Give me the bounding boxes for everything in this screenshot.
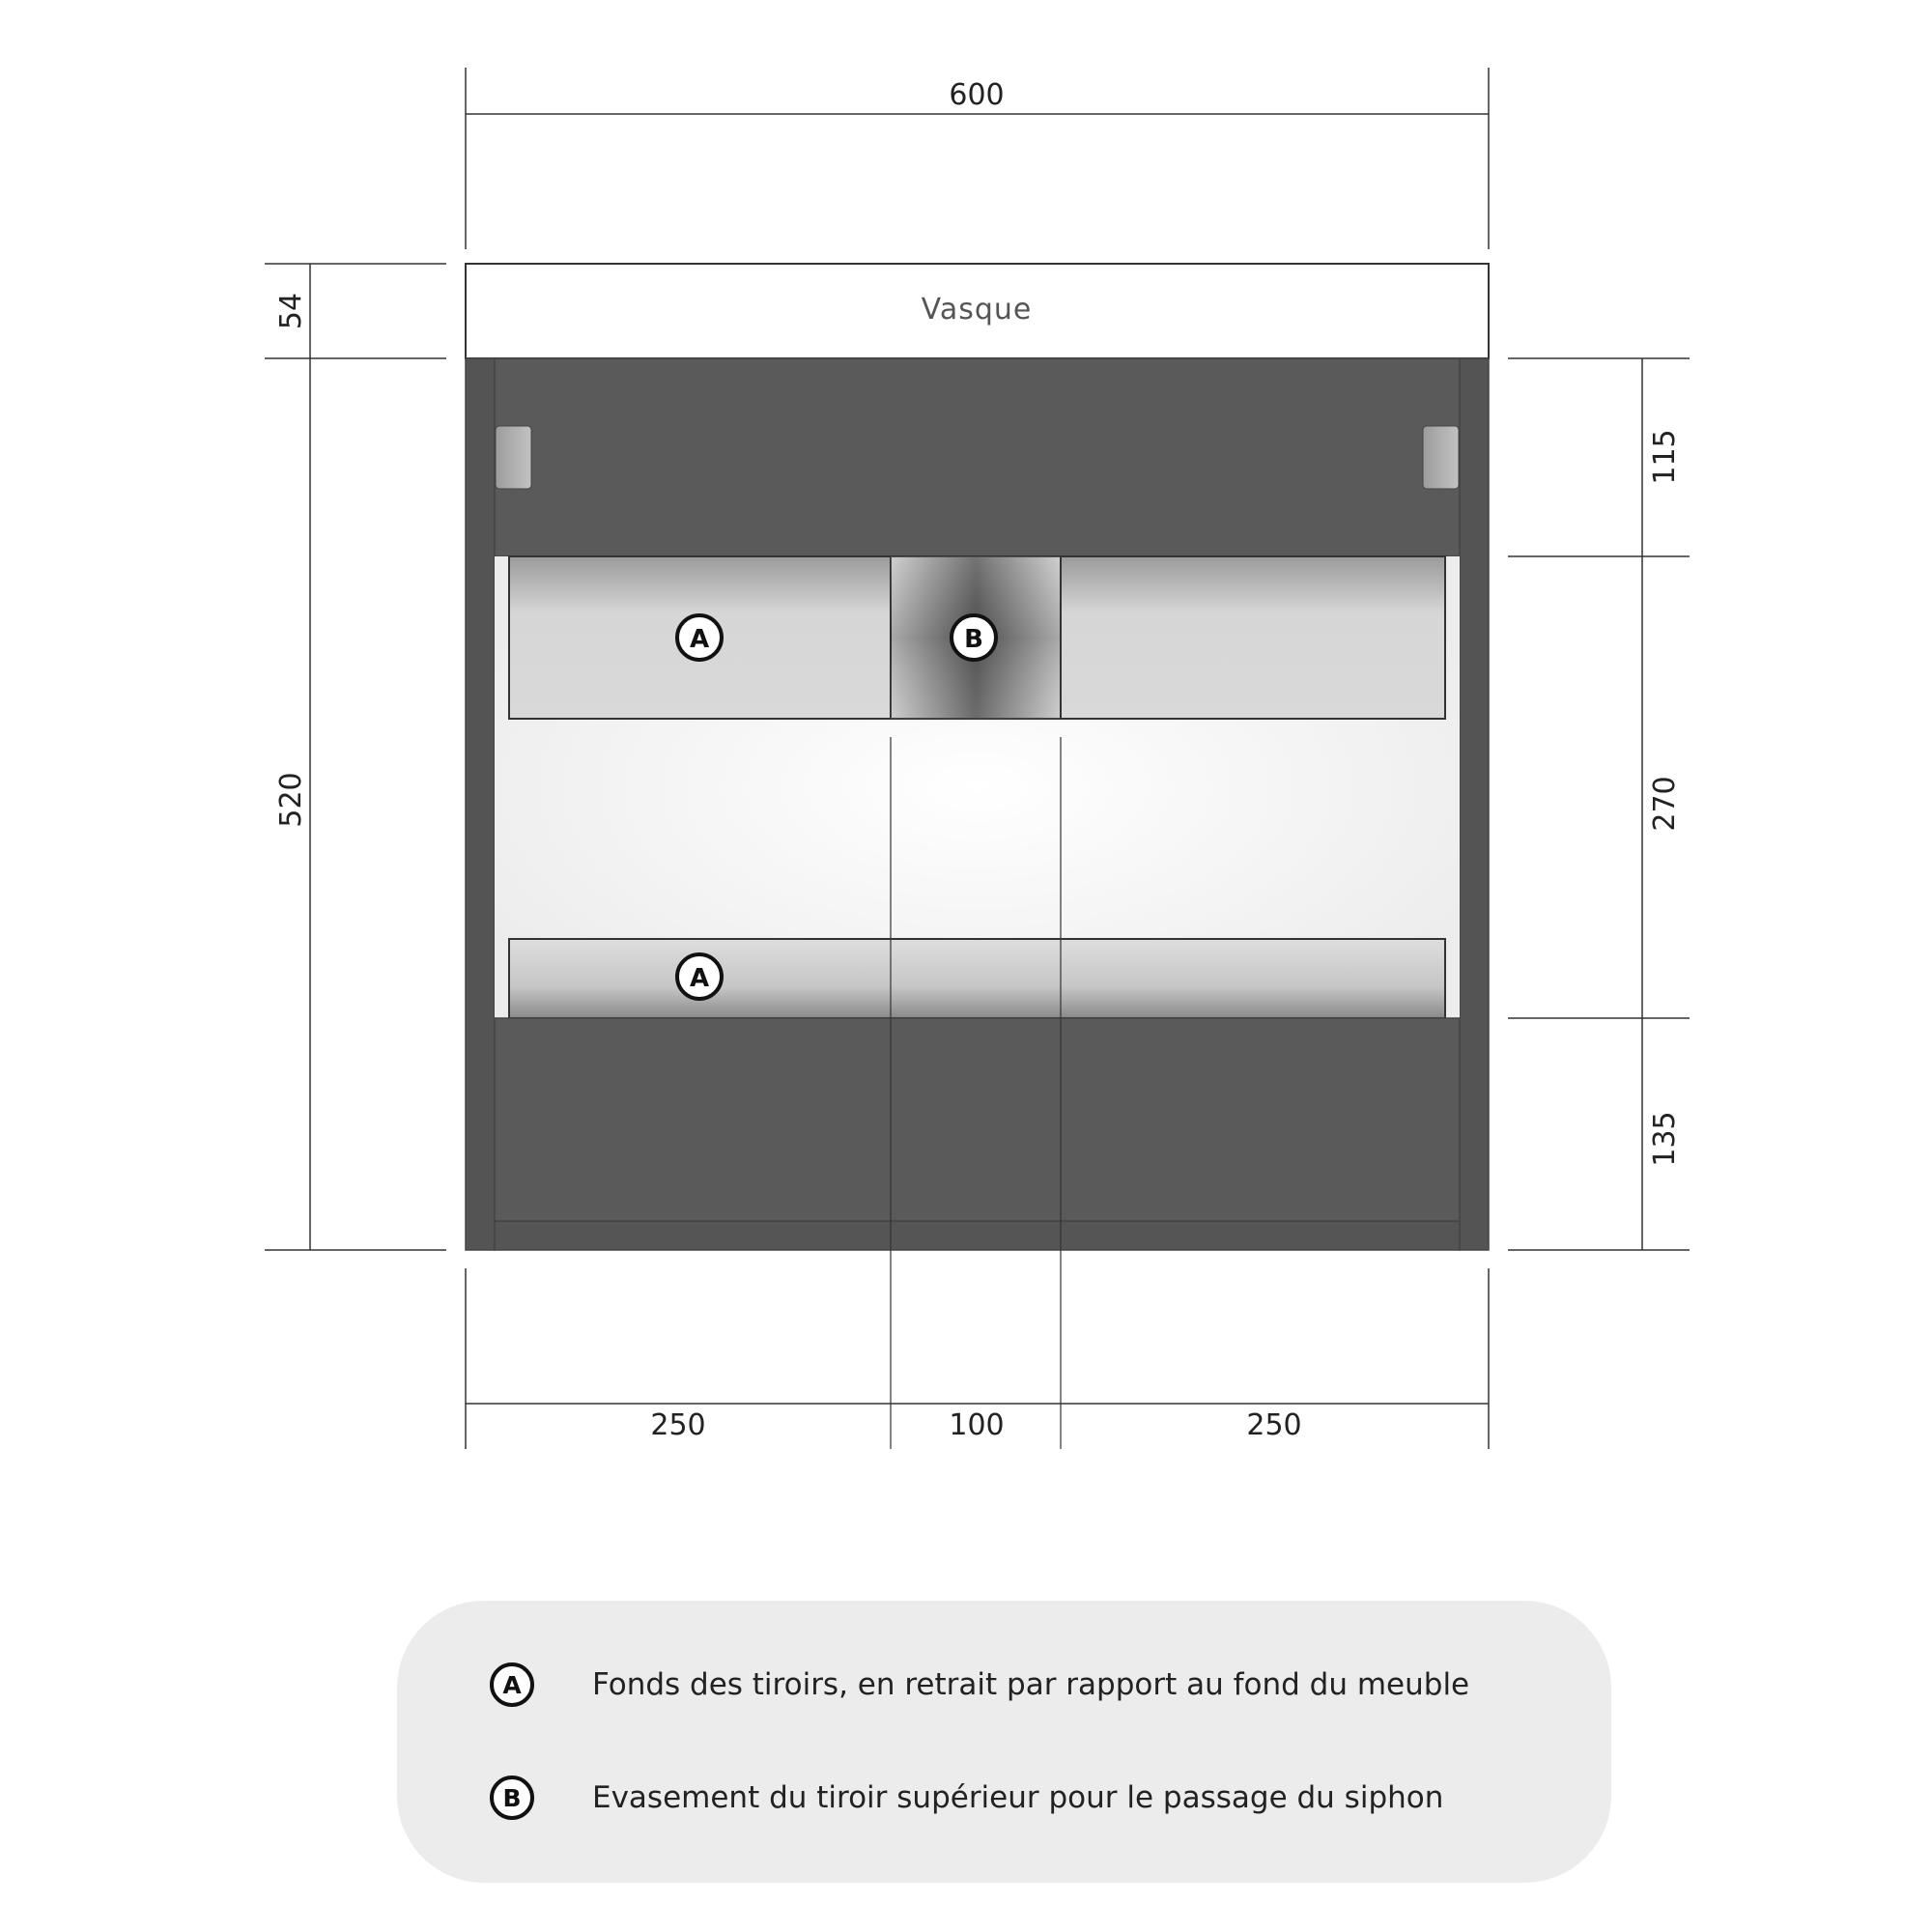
dimension-total-width bbox=[466, 68, 1489, 249]
legend-panel bbox=[397, 1601, 1611, 1883]
dimension-vasque-height-label: 54 bbox=[274, 292, 308, 330]
dimension-cabinet-height-label: 520 bbox=[274, 772, 308, 828]
legend-text-b: Evasement du tiroir supérieur pour le passage du siphon bbox=[592, 1780, 1444, 1815]
dimension-right bbox=[1508, 358, 1690, 1250]
svg-text:A: A bbox=[689, 964, 710, 993]
top-drawer-front bbox=[495, 358, 1460, 556]
legend-marker-b: B bbox=[490, 1776, 534, 1820]
dimension-middle-label: 270 bbox=[1648, 776, 1682, 832]
dimension-right-width-label: 250 bbox=[1246, 1408, 1302, 1442]
legend-marker-a: A bbox=[490, 1662, 534, 1707]
legend-text-a: Fonds des tiroirs, en retrait par rapport au fond du meuble bbox=[592, 1667, 1470, 1702]
dimension-left-width-label: 250 bbox=[650, 1408, 706, 1442]
dimension-bottom-drawer-label: 135 bbox=[1648, 1111, 1682, 1167]
marker-b bbox=[952, 615, 996, 660]
bottom-drawer-front bbox=[495, 1018, 1460, 1221]
dimension-top-drawer-label: 115 bbox=[1648, 429, 1682, 485]
svg-text:A: A bbox=[689, 625, 710, 654]
lower-tray bbox=[509, 939, 1445, 1018]
marker-a-lower bbox=[677, 954, 722, 999]
legend-item-a bbox=[490, 1656, 1469, 1714]
legend-item-b bbox=[490, 1769, 1443, 1827]
svg-text:B: B bbox=[964, 625, 983, 654]
right-handle-icon bbox=[1423, 426, 1459, 489]
upper-tray-right bbox=[1061, 556, 1445, 719]
marker-a-upper bbox=[677, 615, 722, 660]
left-handle-icon bbox=[496, 426, 531, 489]
vasque-label: Vasque bbox=[921, 293, 1033, 327]
dimension-center-width-label: 100 bbox=[949, 1408, 1005, 1442]
dimension-left bbox=[265, 264, 446, 1250]
dimension-total-width-label: 600 bbox=[949, 78, 1005, 112]
vasque-basin bbox=[466, 264, 1489, 358]
